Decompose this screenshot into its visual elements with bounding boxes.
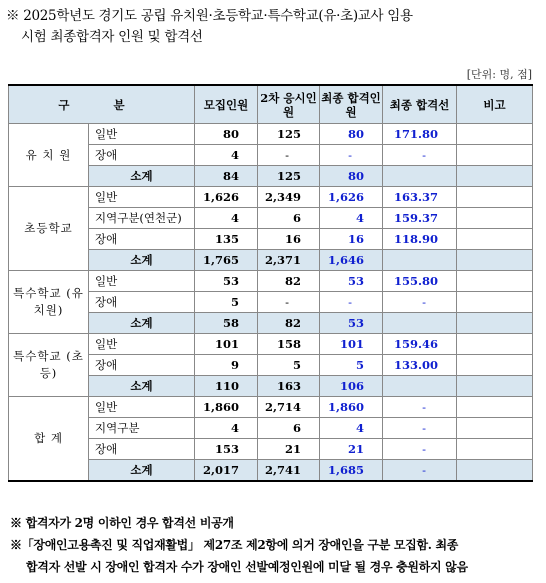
applicants-cell: 6	[258, 418, 320, 439]
passers-cell: 21	[320, 439, 383, 460]
cutoff-cell: -	[383, 460, 457, 482]
recruit-cell: 1,860	[195, 397, 258, 418]
header-remarks: 비고	[457, 85, 533, 124]
recruit-cell: 53	[195, 271, 258, 292]
subcategory-cell: 일반	[89, 187, 195, 208]
recruit-cell: 58	[195, 313, 258, 334]
remarks-cell	[457, 418, 533, 439]
subcategory-cell: 장애	[89, 229, 195, 250]
recruit-cell: 4	[195, 145, 258, 166]
remarks-cell	[457, 334, 533, 355]
recruit-cell: 101	[195, 334, 258, 355]
passers-cell: 4	[320, 418, 383, 439]
applicants-cell: 163	[258, 376, 320, 397]
recruit-cell: 9	[195, 355, 258, 376]
remarks-cell	[457, 460, 533, 482]
applicants-cell: 2,714	[258, 397, 320, 418]
group-label: 특수학교 (초등)	[9, 334, 89, 397]
passers-cell: 53	[320, 271, 383, 292]
remarks-cell	[457, 229, 533, 250]
header-final-passers: 최종 합격인원	[320, 85, 383, 124]
remarks-cell	[457, 313, 533, 334]
applicants-cell: -	[258, 145, 320, 166]
passers-cell: 5	[320, 355, 383, 376]
document-title	[6, 6, 540, 48]
remarks-cell	[457, 355, 533, 376]
recruit-cell: 110	[195, 376, 258, 397]
subcategory-cell: 일반	[89, 271, 195, 292]
footnote-1: ※ 합격자가 2명 이하인 경우 합격선 비공개	[10, 516, 234, 530]
group-label: 초등학교	[9, 187, 89, 271]
passers-cell: 80	[320, 166, 383, 187]
cutoff-cell	[383, 376, 457, 397]
recruit-cell: 5	[195, 292, 258, 313]
remarks-cell	[457, 250, 533, 271]
remarks-cell	[457, 271, 533, 292]
passers-cell: 106	[320, 376, 383, 397]
footnote-2: ※「장애인고용촉진 및 직업재활법」 제27조 제2항에 의거 장애인을 구분 모집함. 최종	[10, 538, 459, 552]
passers-cell: 16	[320, 229, 383, 250]
applicants-cell: 5	[258, 355, 320, 376]
cutoff-cell: -	[383, 418, 457, 439]
subcategory-cell: 소계	[89, 166, 195, 187]
cutoff-cell: 133.00	[383, 355, 457, 376]
subcategory-cell: 장애	[89, 439, 195, 460]
remarks-cell	[457, 397, 533, 418]
subcategory-cell: 일반	[89, 397, 195, 418]
table-row	[9, 334, 533, 355]
results-table	[8, 84, 533, 482]
footnote-3: 합격자 선발 시 장애인 합격자 수가 장애인 선발예정인원에 미달 될 경우 충원하지 않음	[26, 560, 468, 574]
applicants-cell: 125	[258, 124, 320, 145]
remarks-cell	[457, 439, 533, 460]
recruit-cell: 80	[195, 124, 258, 145]
table-row	[9, 187, 533, 208]
remarks-cell	[457, 124, 533, 145]
recruit-cell: 135	[195, 229, 258, 250]
applicants-cell: 82	[258, 271, 320, 292]
subcategory-cell: 소계	[89, 460, 195, 482]
recruit-cell: 1,765	[195, 250, 258, 271]
cutoff-cell: -	[383, 397, 457, 418]
cutoff-cell: 118.90	[383, 229, 457, 250]
header-category: 구 분	[9, 85, 195, 124]
cutoff-cell: -	[383, 439, 457, 460]
title-line-2: 시험 최종합격자 인원 및 합격선	[21, 29, 203, 45]
recruit-cell: 2,017	[195, 460, 258, 482]
recruit-cell: 153	[195, 439, 258, 460]
recruit-cell: 4	[195, 208, 258, 229]
recruit-cell: 84	[195, 166, 258, 187]
unit-label: [단위: 명, 점]	[466, 68, 532, 81]
subcategory-cell: 장애	[89, 355, 195, 376]
passers-cell: 1,626	[320, 187, 383, 208]
recruit-cell: 1,626	[195, 187, 258, 208]
remarks-cell	[457, 145, 533, 166]
passers-cell: -	[320, 145, 383, 166]
applicants-cell: 2,349	[258, 187, 320, 208]
passers-cell: 1,646	[320, 250, 383, 271]
header-second-applicants: 2차 응시인원	[258, 85, 320, 124]
group-label: 특수학교 (유치원)	[9, 271, 89, 334]
cutoff-cell: 171.80	[383, 124, 457, 145]
applicants-cell: 82	[258, 313, 320, 334]
applicants-cell: -	[258, 292, 320, 313]
passers-cell: 101	[320, 334, 383, 355]
cutoff-cell: 155.80	[383, 271, 457, 292]
passers-cell: 53	[320, 313, 383, 334]
applicants-cell: 16	[258, 229, 320, 250]
subcategory-cell: 지역구분(연천군)	[89, 208, 195, 229]
applicants-cell: 2,741	[258, 460, 320, 482]
subcategory-cell: 일반	[89, 334, 195, 355]
subcategory-cell: 소계	[89, 376, 195, 397]
applicants-cell: 158	[258, 334, 320, 355]
cutoff-cell	[383, 250, 457, 271]
applicants-cell: 21	[258, 439, 320, 460]
remarks-cell	[457, 376, 533, 397]
passers-cell: 1,860	[320, 397, 383, 418]
cutoff-cell: -	[383, 145, 457, 166]
subcategory-cell: 소계	[89, 250, 195, 271]
applicants-cell: 125	[258, 166, 320, 187]
subcategory-cell: 소계	[89, 313, 195, 334]
cutoff-cell	[383, 313, 457, 334]
cutoff-cell: 163.37	[383, 187, 457, 208]
subcategory-cell: 장애	[89, 292, 195, 313]
remarks-cell	[457, 292, 533, 313]
remarks-cell	[457, 187, 533, 208]
footnotes	[10, 512, 540, 578]
recruit-cell: 4	[195, 418, 258, 439]
table-row	[9, 124, 533, 145]
table-row	[9, 271, 533, 292]
applicants-cell: 6	[258, 208, 320, 229]
header-final-cutoff: 최종 합격선	[383, 85, 457, 124]
cutoff-cell: 159.46	[383, 334, 457, 355]
cutoff-cell: -	[383, 292, 457, 313]
header-row	[9, 85, 533, 124]
applicants-cell: 2,371	[258, 250, 320, 271]
passers-cell: 80	[320, 124, 383, 145]
remarks-cell	[457, 208, 533, 229]
passers-cell: -	[320, 292, 383, 313]
subcategory-cell: 장애	[89, 145, 195, 166]
title-line-1: ※ 2025학년도 경기도 공립 유치원·초등학교·특수학교(유·초)교사 임용	[6, 8, 413, 24]
passers-cell: 4	[320, 208, 383, 229]
subcategory-cell: 지역구분	[89, 418, 195, 439]
passers-cell: 1,685	[320, 460, 383, 482]
group-label: 합 계	[9, 397, 89, 482]
table-row	[9, 397, 533, 418]
remarks-cell	[457, 166, 533, 187]
cutoff-cell: 159.37	[383, 208, 457, 229]
header-recruit: 모집인원	[195, 85, 258, 124]
group-label: 유 치 원	[9, 124, 89, 187]
subcategory-cell: 일반	[89, 124, 195, 145]
cutoff-cell	[383, 166, 457, 187]
